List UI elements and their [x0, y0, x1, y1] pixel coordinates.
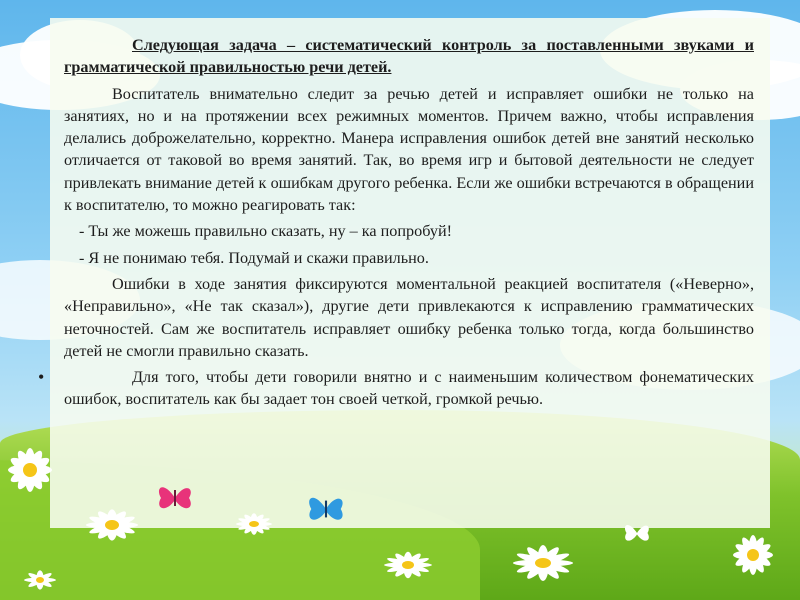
- paragraph-text: Для того, чтобы дети говорили внятно и с наименьшим количеством фонематических ошибок, воспитатель как бы задает тон своей четкой, громкой речью.: [64, 368, 754, 409]
- dialogue-line: - Ты же можешь правильно сказать, ну – ка попробуй!: [79, 222, 453, 241]
- paragraph: Ошибки в ходе занятия фиксируются моментальной реакцией воспитателя («Неверно», «Неправильно», «Не так сказал»), другие дети привлекаются к исправлению грамматических неточностей. Сам же воспитатель исправляет ошибку ребенка только тогда, когда большинство детей не смогли правильно сказать.: [64, 274, 754, 360]
- dialogue-line: - Я не понимаю тебя. Подумай и скажи правильно.: [79, 248, 429, 267]
- butterfly-icon: [622, 518, 652, 548]
- daisy-flower: [380, 545, 436, 585]
- butterfly-icon: [155, 478, 195, 518]
- heading: Следующая задача – систематический контроль за поставленными звуками и грамматической правильностью речи детей.: [64, 36, 754, 77]
- paragraph: Воспитатель внимательно следит за речью детей и исправляет ошибки не только на занятиях, но и на протяжении всех режимных моментов. Причем важно, чтобы исправления делались доброжелательно, корректно. Манера исправления ошибок детей вне занятий несколько отличается от таковой во время занятий. Так, во время игр и бытовой деятельности не следует привлекать внимание детей к ошибкам другого ребенка. Если же ошибки встречаются в обращении к воспитателю, то можно реагировать так:: [64, 84, 754, 215]
- daisy-flower: [232, 506, 276, 542]
- daisy-flower: [0, 440, 60, 500]
- bullet-paragraph: [38, 366, 754, 411]
- daisy-flower: [80, 500, 144, 550]
- daisy-flower: [508, 538, 578, 588]
- daisy-flower: [728, 530, 778, 580]
- butterfly-icon: [305, 488, 347, 530]
- daisy-flower: [20, 565, 60, 595]
- document-body: [38, 34, 754, 415]
- bullet-marker: •: [38, 367, 45, 388]
